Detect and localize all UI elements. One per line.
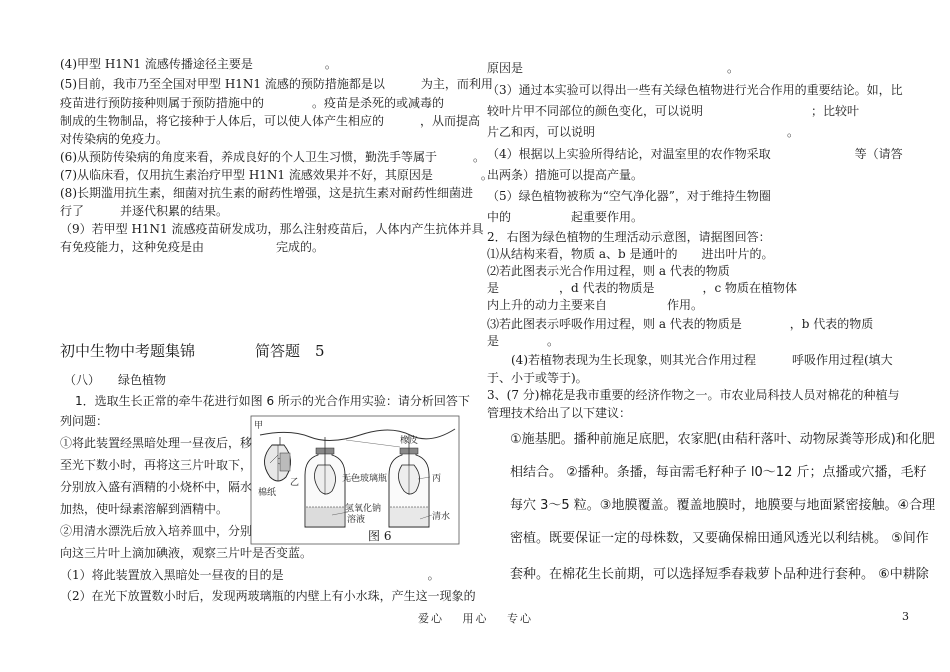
- figure-caption: 图 6: [368, 529, 392, 543]
- text-line: 行了 并逐代积累的结果。: [60, 204, 229, 218]
- figure-label-jia: 甲: [254, 421, 264, 431]
- advice-line: ①施基肥。播种前施足底肥，农家肥(由秸秆落叶、动物尿粪等形成)和化肥: [510, 432, 935, 447]
- text-line: （1）将此装置放入黑暗处一昼夜的目的是 。: [60, 568, 440, 582]
- text-line: 对传染病的免疫力。: [60, 132, 169, 146]
- advice-line: 每穴 3～5 粒。③地膜覆盖。覆盖地膜时，地膜要与地面紧密接触。④合理: [510, 498, 936, 513]
- text-line: 有免疫能力，这种免疫是由 完成的。: [60, 240, 325, 254]
- text-line: （5）绿色植物被称为“空气净化器”，对于维持生物圈: [487, 189, 771, 203]
- advice-line: 密植。既要保证一定的母株数，又要确保棉田通风透光以利结桃。 ⑤间作: [510, 531, 929, 546]
- figure-label-water: 清水: [432, 512, 451, 522]
- text-line: (6)从预防传染病的角度来看，养成良好的个人卫生习惯，勤洗手等属于 。: [60, 150, 486, 164]
- text-line: 分别放入盛有酒精的小烧杯中，隔水: [60, 480, 253, 494]
- experiment-figure: [250, 415, 460, 545]
- text-line: ①将此装置经黑暗处理一昼夜后，移: [60, 436, 253, 450]
- advice-line: 套种。在棉花生长前期，可以选择短季春栽萝卜品种进行套种。 ⑥中耕除: [510, 567, 929, 582]
- text-line: (8)长期滥用抗生素，细菌对抗生素的耐药性增强，这是抗生素对耐药性细菌进: [60, 186, 474, 200]
- figure-label-mianzhi: 棉纸: [258, 488, 277, 498]
- text-line: 是 。: [487, 334, 560, 348]
- text-line: 中的 起重要作用。: [487, 210, 644, 224]
- text-line: 3、(7 分)棉花是我市重要的经济作物之一。市农业局科技人员对棉花的种植与: [487, 388, 900, 402]
- figure-label-glass-jar: 无色玻璃瓶: [342, 474, 388, 484]
- text-line: ②用清水漂洗后放入培养皿中，分别: [60, 524, 253, 538]
- text-line: 至光下数小时，再将这三片叶取下，: [60, 458, 253, 472]
- figure-label-xiangpi: 橡皮: [400, 436, 419, 446]
- figure-label-solution: 溶液: [347, 515, 366, 525]
- text-line: （4）根据以上实验所得结论，对温室里的农作物采取 等（请答: [487, 147, 903, 161]
- text-line: （2）在光下放置数小时后，发现两玻璃瓶的内壁上有小水珠，产生这一现象的: [60, 589, 476, 603]
- text-line: ⑶若此图表示呼吸作用过程，则 a 代表的物质是 ，b 代表的物质: [487, 317, 874, 331]
- text-line: （9）若甲型 H1N1 流感疫苗研发成功，那么注射疫苗后，人体内产生抗体并具: [60, 222, 484, 236]
- figure-label-naoh: 氢氧化钠: [345, 504, 382, 514]
- text-line: 是 ，d 代表的物质是 ，c 物质在植物体: [487, 281, 798, 295]
- text-line: 疫苗进行预防接种则属于预防措施中的 。疫苗是杀死的或减毒的: [60, 96, 445, 110]
- text-line: （3）通过本实验可以得出一些有关绿色植物进行光合作用的重要结论。如，比: [487, 83, 903, 97]
- text-line: 片乙和丙，可以说明 。: [487, 125, 800, 139]
- text-line: (4)若植物表现为生长现象，则其光合作用过程 呼吸作用过程(填大: [487, 353, 893, 367]
- text-line: (7)从临床看，仅用抗生素治疗甲型 H1N1 流感效果并不好，其原因是 。: [60, 168, 493, 182]
- text-line: 2．右图为绿色植物的生理活动示意图，请据图回答：: [487, 230, 771, 244]
- figure-label-yi: 乙: [290, 478, 300, 488]
- text-line: (4)甲型 H1N1 流感传播途径主要是 。: [60, 57, 337, 71]
- text-line: 管理技术给出了以下建议：: [487, 406, 632, 420]
- text-line: 内上升的动力主要来自 作用。: [487, 298, 704, 312]
- question-1: 1．选取生长正常的牵牛花进行如图 6 所示的光合作用实验：请分析回答下: [75, 394, 470, 408]
- text-line: ⑵若此图表示光合作用过程，则 a 代表的物质: [487, 264, 730, 278]
- text-line: 于、小于或等于)。: [487, 371, 588, 385]
- advice-line: 相结合。 ②播种。条播，每亩需毛籽种子 l0～12 斤；点播或穴播，毛籽: [510, 465, 927, 480]
- text-line: (5)目前，我市乃至全国对甲型 H1N1 流感的预防措施都是以 为主，而利用: [60, 77, 493, 91]
- text-line: 较叶片甲不同部位的颜色变化，可以说明 ；比较叶: [487, 104, 860, 118]
- text-line: 制成的生物制品，将它接种于人体后，可以使人体产生相应的 ，从而提高: [60, 114, 481, 128]
- text-line: ⑴从结构来看，物质 a、b 是通叶的 进出叶片的。: [487, 247, 774, 261]
- page-number: 3: [902, 610, 909, 623]
- figure-label-bing: 丙: [432, 474, 442, 484]
- text-line: 加热，使叶绿素溶解到酒精中。: [60, 502, 229, 516]
- page-footer: 爱心 用心 专心: [418, 612, 533, 625]
- section-heading: （八） 绿色植物: [64, 373, 167, 387]
- text-line: 出两条）措施可以提高产量。: [487, 168, 644, 182]
- page-title: 初中生物中考题集锦 简答题 5: [60, 342, 325, 360]
- text-line: 原因是 。: [487, 61, 740, 75]
- text-line: 向这三片叶上滴加碘液，观察三片叶是否变蓝。: [60, 546, 313, 560]
- text-line: 列问题：: [60, 414, 109, 428]
